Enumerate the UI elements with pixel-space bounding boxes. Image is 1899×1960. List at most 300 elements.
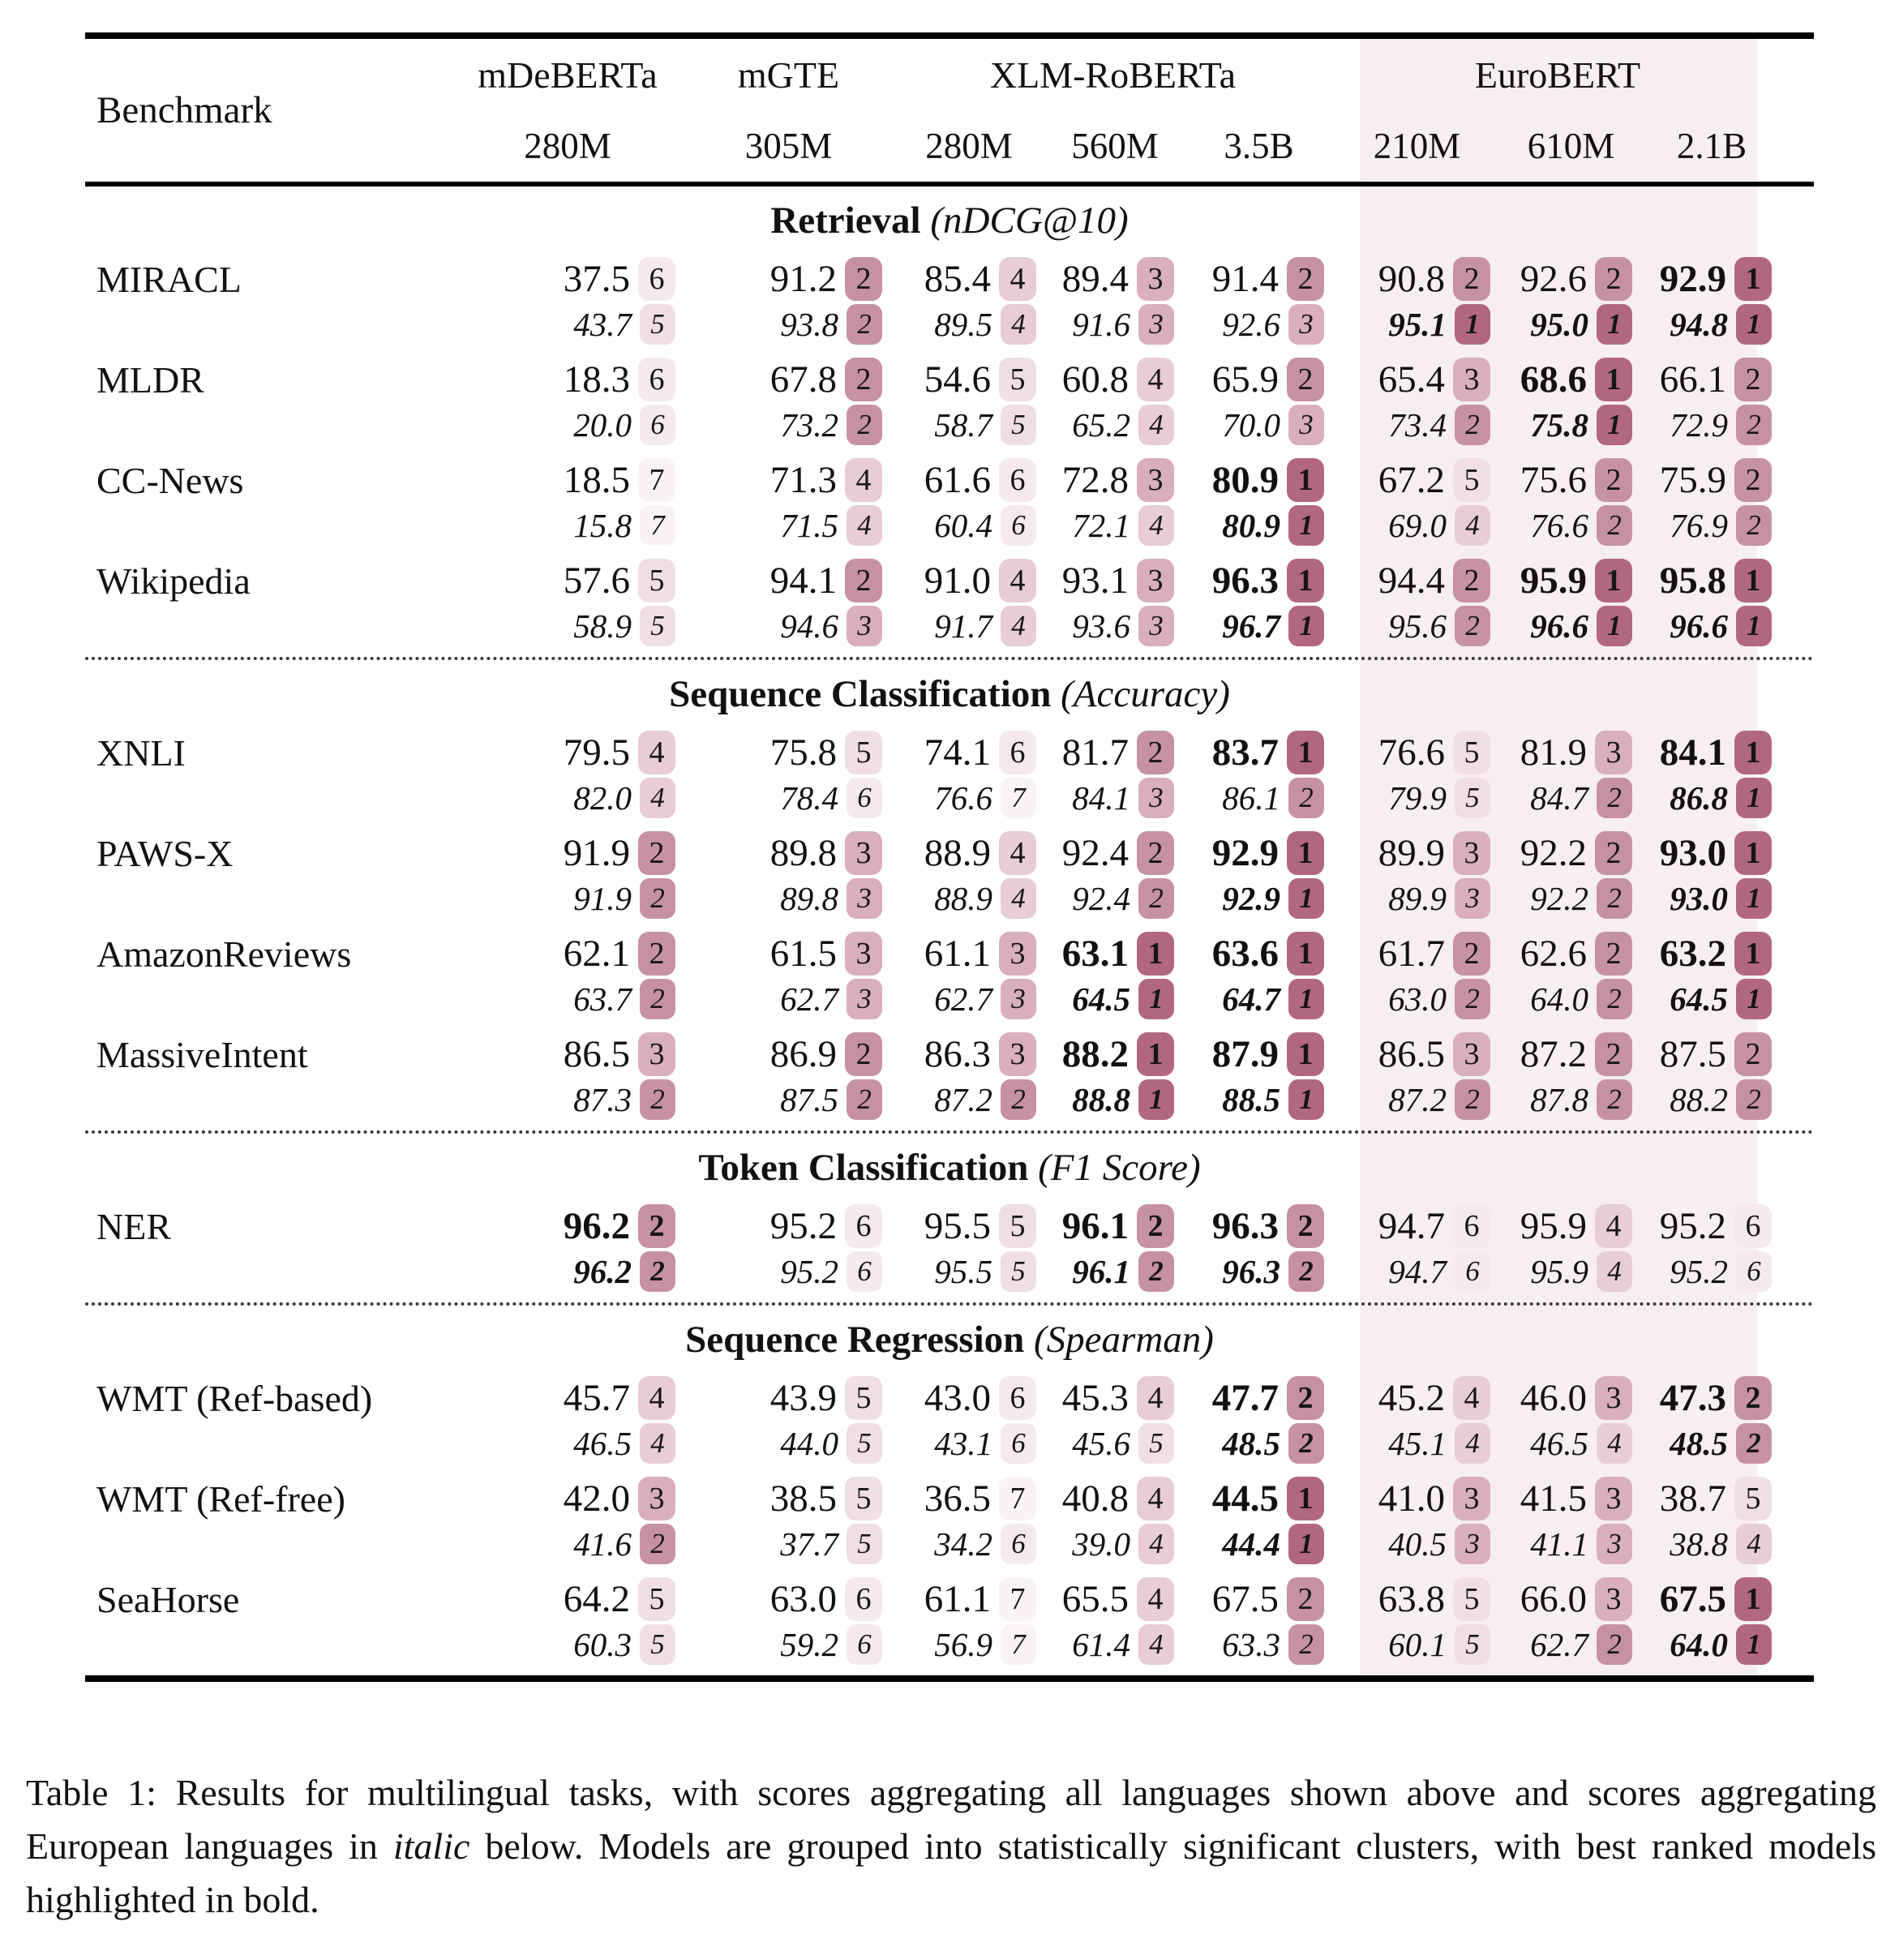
rank-badge: 3 (1597, 1524, 1632, 1564)
score-value: 61.1 (924, 933, 991, 975)
benchmark-name: WMT (Ref-free) (96, 1478, 345, 1520)
score-cell (1642, 559, 1781, 603)
score-cell (450, 1251, 685, 1292)
rank-badge: 3 (1137, 559, 1174, 603)
benchmark-name: XNLI (96, 731, 186, 774)
euro-scores-row (85, 877, 1814, 920)
score-cell (1334, 831, 1500, 875)
rank-badge: 4 (1736, 1524, 1772, 1564)
score-cell (1046, 932, 1184, 976)
score-cell (1184, 1577, 1334, 1621)
score-value: 96.7 (1222, 607, 1280, 645)
score-value: 38.7 (1659, 1478, 1726, 1520)
rank-badge: 2 (1138, 1251, 1174, 1292)
score-cell (1184, 304, 1334, 345)
score-value: 44.4 (1222, 1525, 1280, 1563)
score-cell (1500, 458, 1642, 502)
score-value: 60.8 (1061, 358, 1129, 401)
rank-badge: 4 (1137, 358, 1174, 401)
rank-badge: 2 (1597, 979, 1632, 1019)
score-value: 62.7 (780, 980, 838, 1018)
score-value: 76.6 (1530, 507, 1588, 544)
scores-row (85, 1030, 1814, 1079)
rank-badge: 6 (999, 458, 1036, 502)
rank-badge: 2 (1597, 778, 1632, 818)
rank-badge: 1 (1734, 1577, 1772, 1621)
score-cell (1046, 1423, 1184, 1464)
score-cell (1334, 1423, 1500, 1464)
rank-badge: 4 (1137, 1376, 1174, 1420)
score-value: 84.1 (1659, 731, 1726, 774)
score-cell (892, 1524, 1046, 1564)
rank-badge: 4 (999, 831, 1036, 875)
rank-badge: 4 (845, 458, 882, 502)
score-cell (685, 1624, 892, 1665)
rank-badge: 5 (1453, 458, 1490, 502)
score-value: 83.7 (1211, 731, 1279, 774)
rank-badge: 2 (1287, 1577, 1324, 1621)
score-cell (1046, 1577, 1184, 1621)
score-cell (1046, 731, 1184, 774)
rank-badge: 2 (1138, 878, 1174, 919)
score-cell (1046, 1376, 1184, 1420)
rank-badge: 4 (1001, 878, 1036, 919)
score-value: 93.1 (1061, 560, 1129, 602)
score-cell (1642, 505, 1781, 546)
euro-scores-row (85, 303, 1814, 345)
euro-scores-row (85, 978, 1814, 1020)
score-cell (892, 1376, 1046, 1420)
rank-badge: 4 (1137, 1477, 1174, 1520)
score-value: 89.4 (1061, 258, 1129, 300)
score-cell (1184, 1032, 1334, 1076)
score-cell (1184, 731, 1334, 774)
score-cell (1500, 778, 1642, 818)
section-title: Sequence Regression (685, 1319, 1025, 1361)
score-cell (892, 1251, 1046, 1292)
rank-badge: 3 (1595, 1477, 1632, 1520)
score-cell (1184, 1477, 1334, 1520)
rank-badge: 3 (638, 1032, 675, 1076)
rank-badge: 3 (1138, 778, 1174, 818)
table-header (85, 39, 1814, 182)
rank-badge: 4 (999, 257, 1036, 301)
scores-row (85, 1575, 1814, 1623)
rank-badge: 4 (1455, 1423, 1490, 1464)
score-value: 64.5 (1670, 980, 1728, 1018)
rank-badge: 2 (847, 1079, 882, 1120)
rank-badge: 1 (1137, 1032, 1174, 1076)
score-cell (892, 505, 1046, 546)
score-cell (1500, 1524, 1642, 1564)
score-cell (450, 358, 685, 401)
rank-badge: 3 (1455, 878, 1490, 919)
rank-badge: 5 (640, 1624, 675, 1665)
score-value: 65.5 (1061, 1578, 1129, 1620)
score-cell (1184, 405, 1334, 445)
benchmark-name: Wikipedia (96, 560, 251, 602)
score-cell (1184, 559, 1334, 603)
section-header (85, 671, 1814, 717)
rank-badge: 1 (1137, 932, 1174, 976)
rank-badge: 2 (1736, 1079, 1772, 1120)
rank-badge: 2 (1595, 932, 1632, 976)
score-value: 67.8 (769, 358, 837, 401)
model-size-label: 210M (1373, 126, 1461, 166)
rank-badge: 5 (845, 1376, 882, 1420)
rank-badge: 1 (1455, 304, 1490, 345)
score-value: 89.9 (1378, 832, 1445, 874)
score-value: 72.9 (1670, 406, 1728, 444)
score-cell (685, 1577, 892, 1621)
score-cell (685, 831, 892, 875)
score-value: 87.2 (934, 1081, 992, 1118)
score-value: 92.9 (1211, 832, 1279, 874)
rank-badge: 3 (999, 1032, 1036, 1076)
score-cell (685, 932, 892, 976)
score-cell (1046, 1079, 1184, 1120)
score-cell (1046, 1032, 1184, 1076)
score-cell (1184, 358, 1334, 401)
score-value: 75.8 (769, 731, 837, 774)
rank-badge: 1 (1734, 932, 1772, 976)
score-value: 88.2 (1670, 1081, 1728, 1118)
rank-badge: 4 (1455, 505, 1490, 546)
score-value: 90.8 (1378, 258, 1445, 300)
rank-badge: 4 (1138, 1624, 1174, 1665)
score-value: 95.2 (769, 1205, 837, 1247)
scores-row (85, 556, 1814, 605)
rank-badge: 6 (847, 778, 882, 818)
score-cell (1184, 932, 1334, 976)
rank-badge: 1 (1736, 778, 1772, 818)
score-value: 81.7 (1061, 731, 1129, 774)
score-cell (1046, 358, 1184, 401)
score-cell (450, 405, 685, 445)
rank-badge: 3 (845, 831, 882, 875)
score-value: 96.2 (563, 1205, 630, 1247)
score-value: 82.0 (573, 779, 632, 817)
scores-row (85, 1202, 1814, 1250)
score-cell (1500, 358, 1642, 401)
score-value: 86.5 (1378, 1033, 1445, 1075)
score-value: 42.0 (563, 1478, 630, 1520)
score-value: 86.1 (1222, 779, 1280, 817)
rank-badge: 1 (1138, 1079, 1174, 1120)
rank-badge: 2 (1137, 831, 1174, 875)
model-size-label: 560M (1071, 126, 1159, 166)
rank-badge: 1 (1595, 559, 1632, 603)
rank-badge: 5 (640, 606, 675, 646)
rank-badge: 2 (1736, 1423, 1772, 1464)
rank-badge: 1 (1288, 878, 1324, 919)
rank-badge: 2 (1001, 1079, 1036, 1120)
score-cell (1500, 606, 1642, 646)
rank-badge: 3 (999, 932, 1036, 976)
score-value: 92.9 (1222, 880, 1280, 917)
score-cell (1642, 932, 1781, 976)
score-value: 65.2 (1072, 406, 1130, 444)
benchmark-name: WMT (Ref-based) (96, 1377, 373, 1419)
score-cell (685, 257, 892, 301)
rank-badge: 1 (1734, 731, 1772, 774)
score-cell (892, 257, 1046, 301)
score-value: 72.1 (1072, 507, 1130, 544)
rank-badge: 1 (1736, 878, 1772, 919)
score-cell (1500, 932, 1642, 976)
rank-badge: 1 (1287, 458, 1324, 502)
score-cell (1334, 878, 1500, 919)
score-value: 73.4 (1388, 406, 1447, 444)
score-value: 46.5 (573, 1425, 632, 1462)
score-cell (892, 405, 1046, 445)
score-cell (892, 932, 1046, 976)
section-metric: (Spearman) (1024, 1319, 1214, 1361)
score-cell (1184, 831, 1334, 875)
score-cell (1500, 1251, 1642, 1292)
score-cell (450, 304, 685, 345)
score-value: 96.2 (573, 1253, 632, 1290)
score-value: 37.5 (563, 258, 630, 300)
score-cell (685, 458, 892, 502)
score-cell (450, 1204, 685, 1248)
score-cell (1500, 878, 1642, 919)
score-cell (1642, 878, 1781, 919)
model-group-name: EuroBERT (1474, 54, 1641, 96)
score-cell (685, 731, 892, 774)
score-cell (1046, 1524, 1184, 1564)
score-value: 70.0 (1222, 406, 1280, 444)
rank-badge: 2 (638, 831, 675, 875)
rank-badge: 3 (1137, 257, 1174, 301)
model-size-label: 2.1B (1676, 126, 1747, 166)
score-cell (1184, 979, 1334, 1019)
rank-badge: 1 (1288, 1079, 1324, 1120)
score-cell (450, 1477, 685, 1520)
score-value: 57.6 (563, 560, 630, 602)
model-size-label: 305M (744, 126, 833, 166)
score-cell (1184, 1204, 1334, 1248)
score-value: 96.1 (1061, 1205, 1129, 1247)
score-cell (892, 1079, 1046, 1120)
score-cell (1334, 1251, 1500, 1292)
score-cell (892, 979, 1046, 1019)
section-divider (85, 1302, 1814, 1306)
score-cell (892, 358, 1046, 401)
score-cell (1500, 979, 1642, 1019)
score-cell (1500, 1477, 1642, 1520)
score-cell (1642, 1079, 1781, 1120)
score-value: 61.4 (1072, 1626, 1130, 1663)
rank-badge: 5 (845, 731, 882, 774)
rank-badge: 2 (1734, 358, 1772, 401)
score-value: 94.6 (780, 607, 838, 645)
rank-badge: 1 (1734, 831, 1772, 875)
score-cell (1046, 505, 1184, 546)
rank-badge: 7 (1001, 1624, 1036, 1665)
score-cell (1046, 304, 1184, 345)
score-value: 43.7 (573, 306, 632, 343)
rank-badge: 5 (999, 1204, 1036, 1248)
score-cell (1334, 505, 1500, 546)
score-value: 38.8 (1670, 1525, 1728, 1563)
rank-badge: 3 (1595, 731, 1632, 774)
score-value: 96.3 (1211, 560, 1279, 602)
score-value: 95.1 (1388, 306, 1447, 343)
score-cell (892, 878, 1046, 919)
score-cell (1334, 559, 1500, 603)
score-value: 63.8 (1378, 1578, 1445, 1620)
score-cell (450, 257, 685, 301)
score-value: 65.4 (1378, 358, 1445, 401)
score-value: 91.6 (1072, 306, 1130, 343)
score-cell (1184, 1524, 1334, 1564)
rank-badge: 6 (1455, 1251, 1490, 1292)
score-value: 85.4 (924, 258, 991, 300)
rank-badge: 2 (1597, 1624, 1632, 1665)
score-value: 92.6 (1520, 258, 1587, 300)
rank-badge: 2 (845, 559, 882, 603)
rank-badge: 2 (1288, 1423, 1324, 1464)
rank-badge: 6 (638, 358, 675, 401)
score-value: 95.8 (1659, 560, 1726, 602)
rank-badge: 4 (1001, 304, 1036, 345)
scores-row (85, 255, 1814, 303)
scores-row (85, 456, 1814, 504)
score-value: 81.9 (1520, 731, 1587, 774)
rank-badge: 3 (1138, 606, 1174, 646)
score-value: 88.8 (1072, 1081, 1130, 1118)
score-value: 96.1 (1072, 1253, 1130, 1290)
score-value: 62.7 (1530, 1626, 1588, 1663)
rank-badge: 4 (1138, 405, 1174, 445)
score-cell (1500, 1376, 1642, 1420)
score-value: 75.6 (1520, 459, 1587, 501)
rank-badge: 2 (1288, 1624, 1324, 1665)
score-cell (1334, 731, 1500, 774)
rank-badge: 4 (999, 559, 1036, 603)
score-cell (1334, 304, 1500, 345)
score-cell (892, 778, 1046, 818)
euro-scores-row (85, 1422, 1814, 1465)
score-cell (1642, 257, 1781, 301)
rank-badge: 2 (1287, 1204, 1324, 1248)
score-value: 86.5 (563, 1033, 630, 1075)
score-value: 67.5 (1211, 1578, 1279, 1620)
rank-badge: 1 (1288, 979, 1324, 1019)
score-value: 95.5 (924, 1205, 991, 1247)
score-value: 94.7 (1378, 1205, 1445, 1247)
section-metric: (nDCG@10) (920, 199, 1129, 242)
score-cell (1642, 405, 1781, 445)
score-value: 71.5 (780, 507, 838, 544)
rank-badge: 1 (1138, 979, 1174, 1019)
score-value: 43.1 (934, 1425, 992, 1462)
rank-badge: 5 (1453, 1577, 1490, 1621)
rank-badge: 1 (1736, 606, 1772, 646)
score-cell (1500, 1423, 1642, 1464)
score-value: 80.9 (1211, 459, 1279, 501)
score-cell (685, 778, 892, 818)
score-cell (1046, 458, 1184, 502)
rank-badge: 6 (1736, 1251, 1772, 1292)
score-value: 91.2 (769, 258, 837, 300)
score-value: 45.1 (1388, 1425, 1447, 1462)
benchmark-name: AmazonReviews (96, 933, 352, 975)
score-value: 65.9 (1211, 358, 1279, 401)
score-value: 48.5 (1222, 1425, 1280, 1462)
model-size-label: 610M (1527, 126, 1615, 166)
score-cell (1334, 1032, 1500, 1076)
score-value: 84.1 (1072, 779, 1130, 817)
score-cell (892, 1204, 1046, 1248)
rank-badge: 2 (1595, 257, 1632, 301)
score-value: 66.0 (1520, 1578, 1587, 1620)
score-value: 96.3 (1211, 1205, 1279, 1247)
score-value: 69.0 (1388, 507, 1447, 544)
rank-badge: 1 (1734, 257, 1772, 301)
score-value: 45.3 (1061, 1377, 1129, 1419)
rank-badge: 2 (1455, 606, 1490, 646)
score-cell (450, 778, 685, 818)
score-value: 20.0 (573, 406, 632, 444)
rank-badge: 3 (1453, 831, 1490, 875)
score-value: 94.4 (1378, 560, 1445, 602)
score-cell (450, 979, 685, 1019)
section-divider (85, 1130, 1814, 1134)
rank-badge: 4 (1597, 1423, 1632, 1464)
score-value: 71.3 (769, 459, 837, 501)
score-value: 64.0 (1530, 980, 1588, 1018)
caption-text-1: Table 1: Results for multilingual tasks, with scores aggregating all languages shown above and scores aggregating European languages in (26, 1772, 1876, 1867)
rank-badge: 2 (1137, 731, 1174, 774)
score-value: 89.5 (934, 306, 992, 343)
score-cell (1184, 1251, 1334, 1292)
score-value: 67.5 (1659, 1578, 1726, 1620)
rank-badge: 2 (1734, 458, 1772, 502)
rank-badge: 2 (640, 979, 675, 1019)
rank-badge: 4 (640, 778, 675, 818)
score-cell (1334, 1524, 1500, 1564)
score-cell (450, 606, 685, 646)
score-cell (892, 458, 1046, 502)
rank-badge: 3 (845, 932, 882, 976)
rank-badge: 5 (845, 1477, 882, 1520)
model-group-name: mGTE (737, 54, 840, 96)
rank-badge: 4 (1595, 1204, 1632, 1248)
rank-badge: 6 (1001, 1423, 1036, 1464)
rank-badge: 2 (1453, 932, 1490, 976)
rank-badge: 2 (1453, 559, 1490, 603)
score-cell (1334, 1376, 1500, 1420)
score-value: 64.5 (1072, 980, 1130, 1018)
score-value: 41.5 (1520, 1478, 1587, 1520)
rank-badge: 7 (640, 505, 675, 546)
rank-badge: 1 (1597, 304, 1632, 345)
rank-badge: 1 (1287, 1477, 1324, 1520)
score-value: 63.0 (769, 1578, 837, 1620)
rank-badge: 5 (1455, 778, 1490, 818)
score-value: 44.5 (1211, 1478, 1279, 1520)
rank-badge: 3 (1001, 979, 1036, 1019)
rank-badge: 2 (1288, 778, 1324, 818)
results-table (85, 32, 1814, 1682)
score-cell (1046, 606, 1184, 646)
score-value: 96.6 (1530, 607, 1588, 645)
score-value: 44.0 (780, 1425, 838, 1462)
rank-badge: 2 (1453, 257, 1490, 301)
rank-badge: 1 (1288, 1524, 1324, 1564)
